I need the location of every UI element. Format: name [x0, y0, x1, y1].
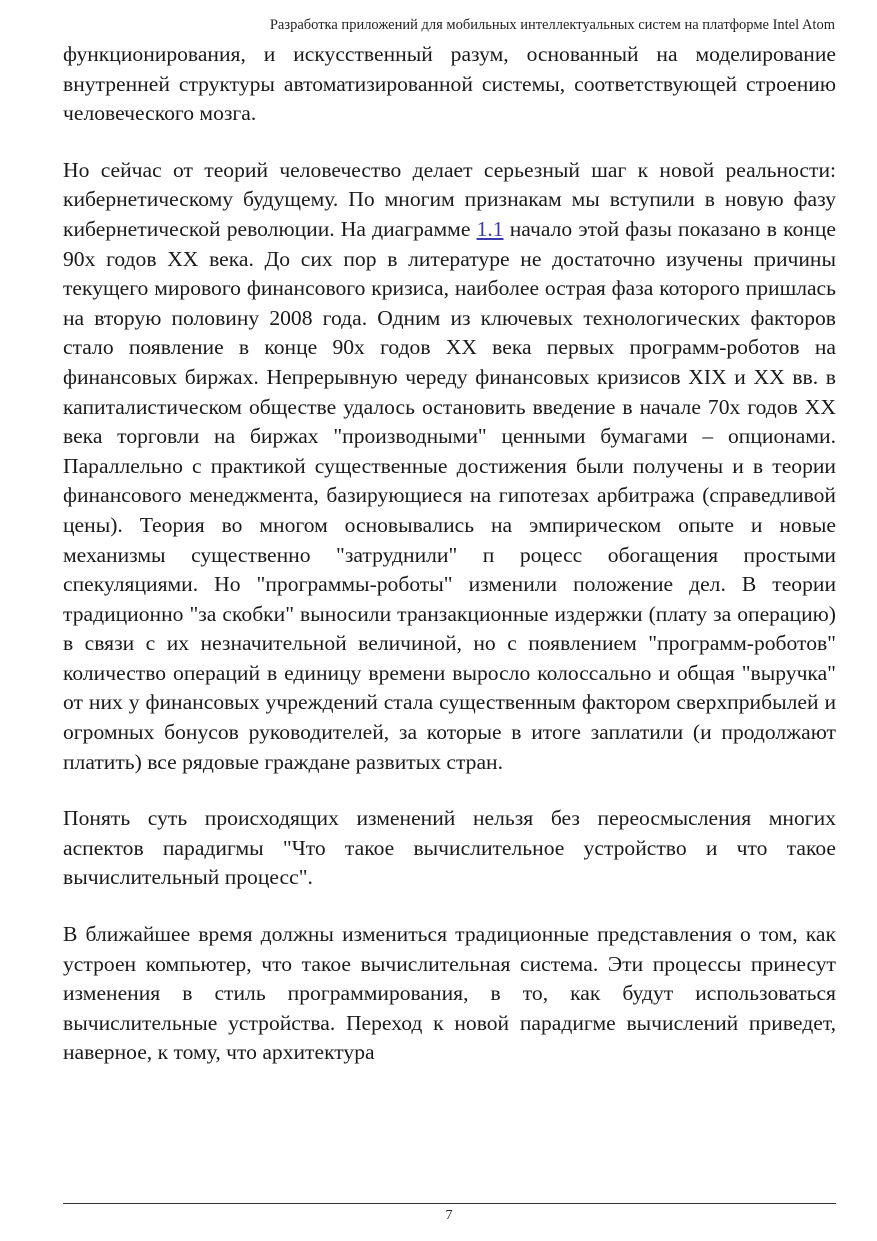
body-text — [63, 40, 836, 1095]
paragraph-paradigm: Понять суть происходящих изменений нельзя без переосмысления многих аспектов парадигмы "Что такое вычислительное устройство и что такое вычислительный процесс". — [63, 806, 836, 890]
page-number: 7 — [445, 1208, 453, 1223]
running-header: Разработка приложений для мобильных интеллектуальных систем на платформе Intel Atom — [269, 17, 835, 33]
diagram-reference-link[interactable]: 1.1 — [476, 216, 504, 241]
footer-divider — [63, 1203, 836, 1204]
paragraph-cybernetic-revolution — [63, 156, 836, 777]
paragraph-future-computing: В ближайшее время должны измениться традиционные представления о том, как устроен компьютер, что такое вычислительная система. Эти процессы принесут изменения в стиль программирования, в то, как будут использоваться вычислительные устройства. Переход к новой парадигме вычислений приведет, наверное, к тому, что архитектура — [63, 922, 836, 1065]
paragraph-text-before-link: Но сейчас от теорий человечество делает серьезный шаг к новой реальности: кибернетическому будущему. По многим признакам мы вступили в новую фазу кибернетической революции. На диаграмме — [63, 157, 836, 241]
paragraph-text-after-link: начало этой фазы показано в конце 90х годов XX века. До сих пор в литературе не достаточно изучены причины текущего мирового финансового кризиса, наиболее острая фаза которого пришлась на вторую половину 2008 года. Одним из ключевых технологических факторов стало появление в конце 90х годов XX века первых программ-роботов на финансовых биржах. Непрерывную череду финансовых кризисов XIX и XX вв. в капиталистическом обществе удалось остановить введение в начале 70х годов XX века торговли на биржах "производными" ценными бумагами – опционами. Параллельно с практикой существенные достижения были получены и в теории финансового менеджмента, базирующиеся на гипотезах арбитража (справедливой цены). Теория во многом основывались на эмпирическом опыте и новые механизмы существенно "затруднили" п роцесс обогащения простыми спекуляциями. Но "программы-роботы" изменили положение дел. В теории традиционно "за скобки" выносили транзакционные издержки (плату за операцию) в связи с их незначительной величиной, но с появлением "программ-роботов" количество операций в единицу времени выросло колоссально и общая "выручка" от них у финансовых учреждений стала существенным фактором сверхприбылей и огромных бонусов руководителей, за которые в итоге заплатили (и продолжают платить) все рядовые граждане развитых стран. — [63, 216, 836, 774]
paragraph-continued: функционирования, и искусственный разум, основанный на моделирование внутренней структуры автоматизированной системы, соответствующей строению человеческого мозга. — [63, 42, 836, 126]
